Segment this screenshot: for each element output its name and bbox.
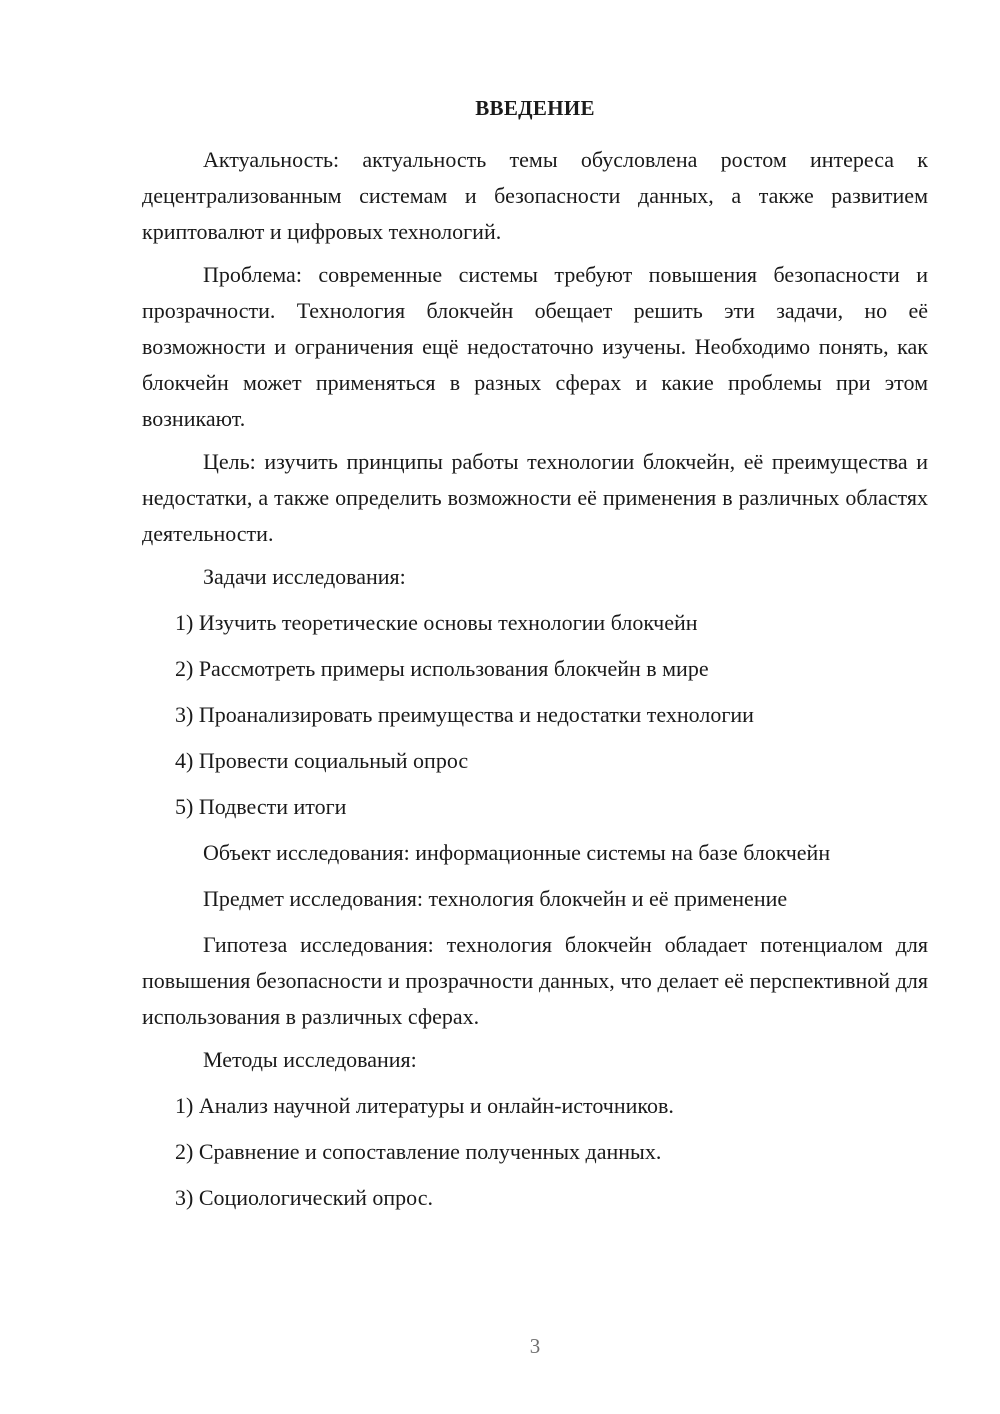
tasks-list: [142, 605, 928, 825]
list-item: 1) Анализ научной литературы и онлайн-источников.: [175, 1093, 674, 1118]
list-item: 2) Рассмотреть примеры использования блокчейн в мире: [175, 656, 709, 681]
page-title: ВВЕДЕНИЕ: [475, 96, 595, 120]
list-item: 1) Изучить теоретические основы технологии блокчейн: [175, 610, 698, 635]
goal-paragraph: Цель: изучить принципы работы технологии блокчейн, её преимущества и недостатки, а также определить возможности её применения в различных областях деятельности.: [142, 449, 928, 546]
list-item: 4) Провести социальный опрос: [175, 748, 469, 773]
methods-list: [142, 1088, 928, 1216]
list-item: 5) Подвести итоги: [175, 794, 347, 819]
subject-paragraph: Предмет исследования: технология блокчейн и её применение: [203, 886, 788, 911]
methods-heading: Методы исследования:: [203, 1047, 417, 1072]
object-paragraph: Объект исследования: информационные системы на базе блокчейн: [203, 840, 831, 865]
document-body: [142, 142, 928, 1226]
list-item: 2) Сравнение и сопоставление полученных данных.: [175, 1139, 662, 1164]
relevance-paragraph: Актуальность: актуальность темы обусловлена ростом интереса к децентрализованным системам и безопасности данных, а также развитием криптовалют и цифровых технологий.: [142, 147, 928, 244]
problem-paragraph: Проблема: современные системы требуют повышения безопасности и прозрачности. Технология блокчейн обещает решить эти задачи, но её возможности и ограничения ещё недостаточно изучены. Необходимо понять, как блокчейн может применяться в разных сферах и какие проблемы при этом возникают.: [142, 262, 928, 431]
page-number: 3: [529, 1334, 541, 1358]
list-item: 3) Социологический опрос.: [175, 1185, 433, 1210]
tasks-heading: Задачи исследования:: [203, 564, 406, 589]
list-item: 3) Проанализировать преимущества и недостатки технологии: [175, 702, 754, 727]
hypothesis-paragraph: Гипотеза исследования: технология блокчейн обладает потенциалом для повышения безопасности и прозрачности данных, что делает её перспективной для использования в различных сферах.: [142, 932, 928, 1029]
